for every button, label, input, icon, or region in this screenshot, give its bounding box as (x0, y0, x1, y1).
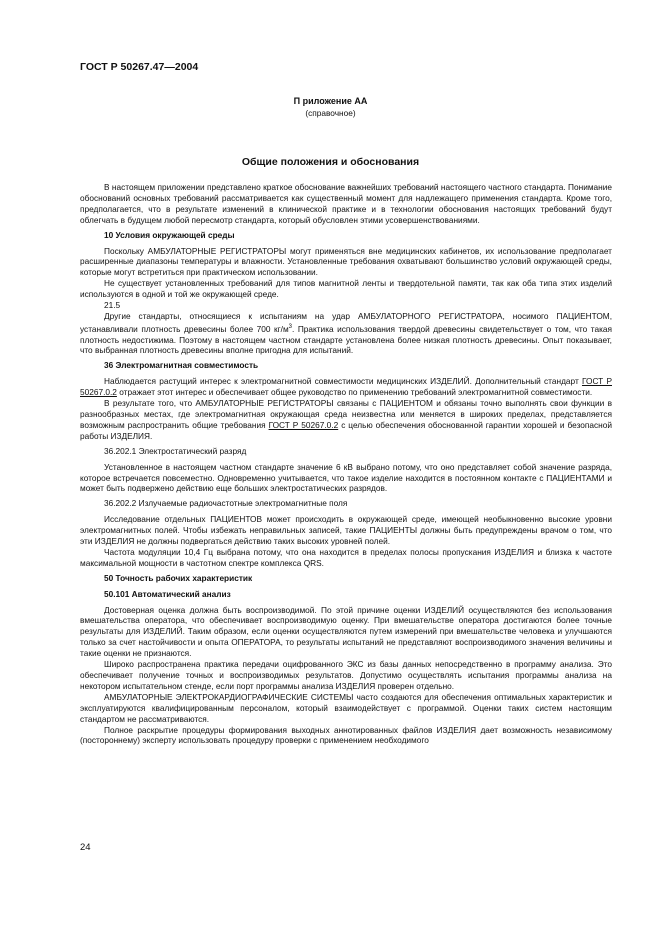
s36-text-2a: В результате того, что АМБУЛАТОРНЫЕ РЕГИСТРАТОРЫ связаны с ПАЦИЕНТОМ и обязаны точно выполнять свои функции в разнообразных местах, где электромагнитная окружающая среда неизвестна или меняется в широких пределах, представляется возможным распространить общие требования (80, 398, 612, 430)
s36-paragraph-2 (80, 398, 612, 442)
s50-101-paragraph-1: Достоверная оценка должна быть воспроизводимой. По этой причине оценки ИЗДЕЛИЙ осуществляются без использования вмешательства оператора, что обеспечивает воспроизводимую оценку. При вмешательстве оператора достигаются более точные результаты для ИЗДЕЛИЙ. Таким образом, если оценки осуществляются путем измерений при вмешательстве человека и улучшаются только за счет настойчивости и опыта ОПЕРАТОРА, то результаты испытаний не представляют воспроизводимого значения величины и такие оценки не признаются. (80, 604, 612, 659)
s50-101-paragraph-4: Полное раскрытие процедуры формирования выходных аннотированных файлов ИЗДЕЛИЯ дает возможность независимому (постороннему) эксперту использовать процедуру проверки с применением необходимого (80, 724, 612, 746)
s36-202-2-paragraph-1: Исследование отдельных ПАЦИЕНТОВ может происходить в окружающей среде, имеющей необыкновенно высокие уровни электромагнитных полей. Чтобы избежать неправильных записей, такие ПАЦИЕНТЫ должны быть предупреждены врачом о том, что эти ИЗДЕЛИЯ не должны подвергаться действию таких высоких уровней полей. (80, 514, 612, 547)
s10-paragraph-2: Не существует установленных требований для типов магнитной ленты и твердотельной памяти, так как оба типа этих изделий используются в одной и той же окружающей среде. (80, 278, 612, 300)
heading-10: 10 Условия окружающей среды (104, 229, 235, 240)
s36-paragraph-1 (80, 376, 612, 398)
s36-202-1-paragraph: Установленное в настоящем частном стандарте значение 6 кВ выбрано потому, что оно представляет собой значение разряда, которое встречается повсеместно. Одновременно учитывается, что такое изделие находится в постоянном контакте с ПАЦИЕНТАМИ и может быть подвержено действию еще больших электростатических разрядов. (80, 461, 612, 494)
s10-paragraph-1: Поскольку АМБУЛАТОРНЫЕ РЕГИСТРАТОРЫ могут применяться вне медицинских кабинетов, их использование предполагает расширенные диапазоны температуры и влажности. Установленные требования охватывают большинство условий окружающей среды, которые могут встретиться при практическом использовании. (80, 245, 612, 278)
document-body (80, 182, 612, 746)
heading-36-202-1: 36.202.1 Электростатический разряд (104, 445, 247, 456)
heading-50: 50 Точность рабочих характеристик (104, 572, 253, 583)
s50-101-paragraph-3: АМБУЛАТОРНЫЕ ЭЛЕКТРОКАРДИОГРАФИЧЕСКИЕ СИСТЕМЫ часто создаются для обеспечения оптимальных характеристик и эксплуатируются квалифицированным персоналом, который взаимодействует с программой. Оценки таких систем настоящим стандартом не рассматриваются. (80, 691, 612, 724)
s21-5-paragraph (80, 311, 612, 356)
intro-paragraph: В настоящем приложении представлено краткое обоснование важнейших требований настоящего частного стандарта. Понимание обоснований основных требований рассматривается как существенный момент для надлежащего применения стандарта. Кроме того, предполагается, что в результате изменений в клинической практике и в технологии обоснования настоящих требований будут облегчать в будущем любой пересмотр стандарта, который обусловлен этими усовершенствованиями. (80, 182, 612, 225)
appendix-title: П риложение АА (293, 96, 368, 106)
s21-5-text-b: . Практика использования твердой древесины свидетельствует о том, что такая плотность недостижима. Поэтому в настоящем частном стандарте установлена более низкая плотность древесины. Опыт показывает, что выбранная плотность древесины вполне пригодна для испытаний. (80, 323, 613, 356)
heading-36-202-2: 36.202.2 Излучаемые радиочастотные электромагнитные поля (104, 498, 348, 509)
heading-50-101: 50.101 Автоматический анализ (104, 588, 231, 599)
appendix-subtitle: (справочное) (305, 108, 356, 118)
section-title: Общие положения и обоснования (241, 156, 420, 168)
s36-ref-1[interactable]: ГОСТ Р 50267.0.2 (80, 376, 612, 398)
s36-text-1b: отражает этот интерес и обеспечивает общее руководство по применению требований электромагнитной совместимости. (116, 387, 593, 398)
s50-101-paragraph-2: Широко распространена практика передачи оцифрованного ЭКС из базы данных непосредственно в программу анализа. Это обеспечивает получение точных и воспроизводимых результатов. Допустимо осуществлять испытания программы анализа на некотором испытательном стенде, если порт программы анализа ИЗДЕЛИЯ проверен отдельно. (80, 659, 612, 691)
s36-202-2-paragraph-2: Частота модуляции 10,4 Гц выбрана потому, что она находится в пределах полосы пропускания ИЗДЕЛИЯ и близка к частоте максимальной мощности в частотном спектре комплекса QRS. (80, 546, 612, 568)
page-number: 24 (80, 842, 91, 853)
s36-text-1a: Наблюдается растущий интерес к электромагнитной совместимости медицинских ИЗДЕЛИЙ. Дополнительный стандарт (104, 376, 582, 387)
s36-text-2b: с целью обеспечения обоснованной гарантии хорошей и безопасной работы ИЗДЕЛИЯ. (80, 419, 612, 441)
s21-5-superscript: 3 (288, 323, 293, 330)
s21-5-text-a: Другие стандарты, относящиеся к испытаниям на удар АМБУЛАТОРНОГО РЕГИСТРАТОРА, носимого ПАЦИЕНТОМ, устанавливали плотность древесины более 700 кг/м (80, 310, 612, 334)
s36-ref-2[interactable]: ГОСТ Р 50267.0.2 (268, 419, 339, 430)
document-header: ГОСТ Р 50267.47—2004 (80, 61, 199, 73)
heading-36: 36 Электромагнитная совместимость (104, 360, 259, 371)
heading-21-5: 21.5 (104, 300, 121, 311)
